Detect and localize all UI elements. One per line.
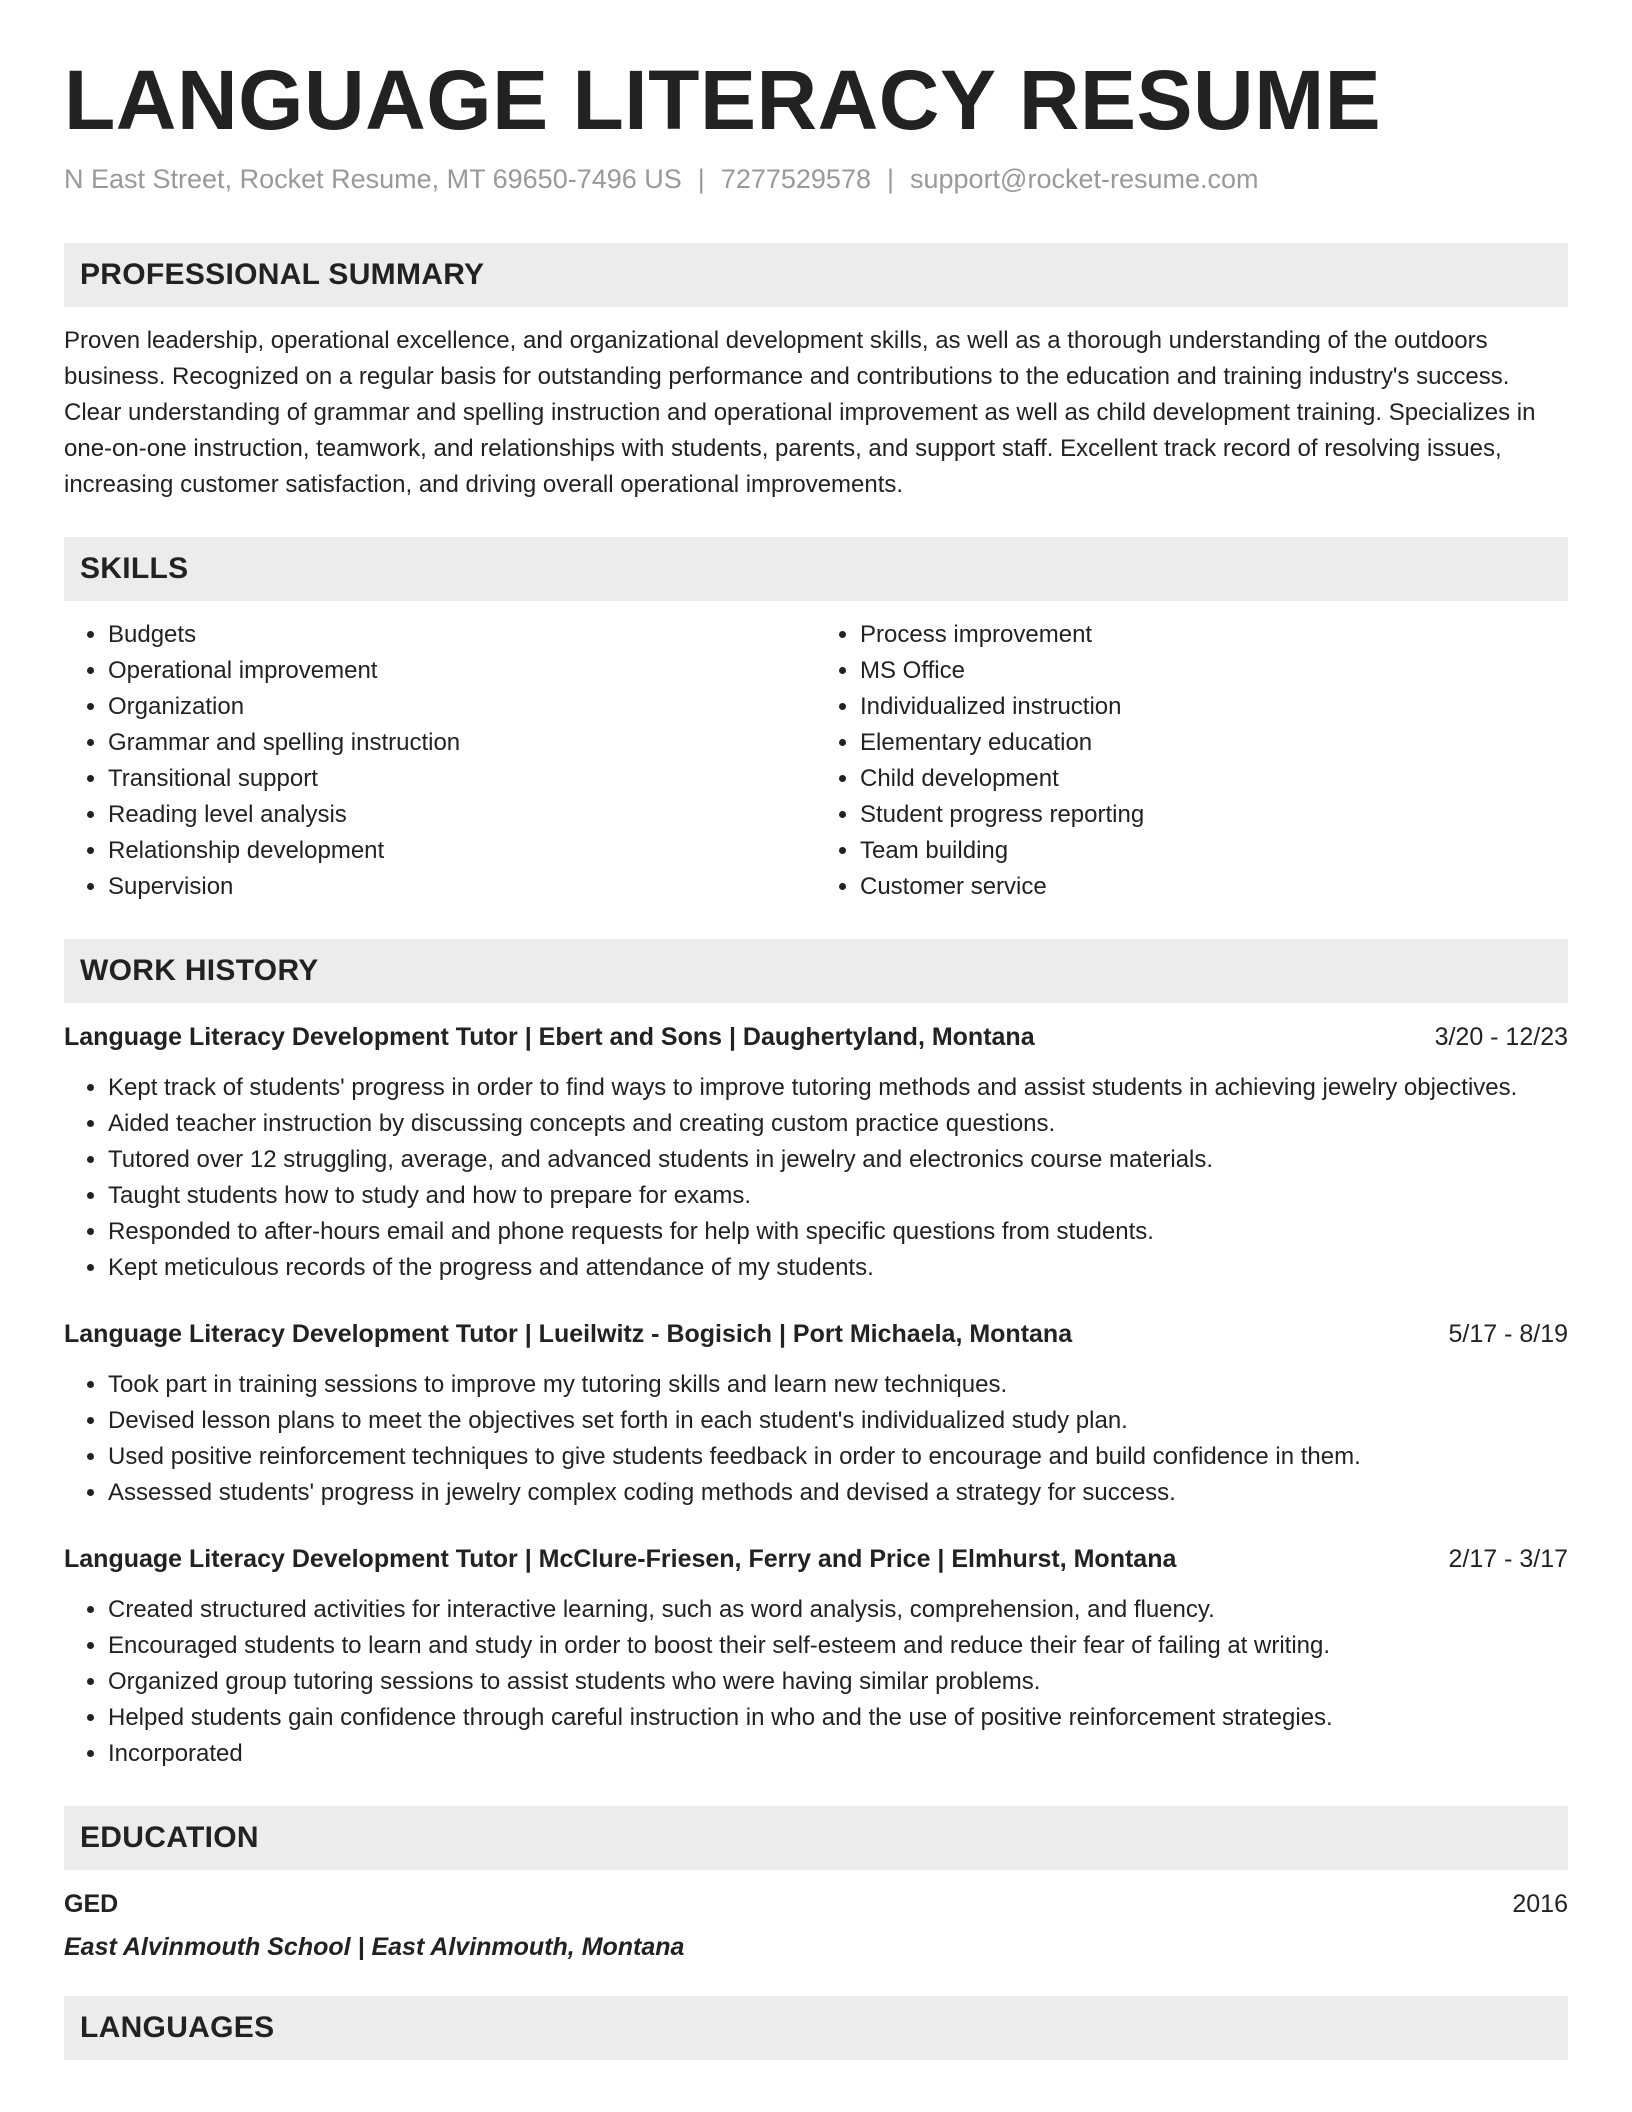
summary-text: Proven leadership, operational excellence, and organizational development skills, as well as a thorough understanding of the outdoors business. Recognized on a regular basis for outstanding performance and contributions to the education and training industry's success. Clear understanding of grammar and spelling instruction and operational improvement as well as child development training. Specializes in one-on-one instruction, teamwork, and relationships with students, parents, and support staff. Excellent track record of resolving issues, increasing customer satisfaction, and driving overall operational improvements. (64, 327, 1536, 499)
list-item: • Devised lesson plans to meet the objectives set forth in each student's individualized study plan. (108, 1403, 1568, 1439)
list-item: • Team building (860, 833, 1568, 869)
contact-line (64, 164, 1568, 195)
list-item: • Aided teacher instruction by discussing concepts and creating custom practice questions. (108, 1106, 1568, 1142)
education-year: 2016 (1512, 1890, 1568, 1919)
list-item: • Relationship development (108, 833, 816, 869)
job-entry (64, 1023, 1568, 1286)
job-dates: 3/20 - 12/23 (1434, 1023, 1568, 1052)
list-item: • Used positive reinforcement techniques to give students feedback in order to encourage and build confidence in them. (108, 1439, 1568, 1475)
job-header (64, 1023, 1568, 1052)
list-item: • Process improvement (860, 617, 1568, 653)
resume-title: LANGUAGE LITERACY RESUME (64, 53, 1382, 147)
job-bullets (64, 1592, 1568, 1772)
list-item: • Grammar and spelling instruction (108, 725, 816, 761)
section-header-work-history: WORK HISTORY (64, 939, 1568, 1003)
job-entry (64, 1545, 1568, 1772)
list-item: • Customer service (860, 869, 1568, 905)
list-item: • Encouraged students to learn and study in order to boost their self-esteem and reduce their fear of failing at writing. (108, 1628, 1568, 1664)
list-item: • Reading level analysis (108, 797, 816, 833)
job-header (64, 1320, 1568, 1349)
skills-column-left (64, 617, 816, 905)
contact-separator: | (697, 164, 705, 195)
list-item: • Taught students how to study and how to prepare for exams. (108, 1178, 1568, 1214)
list-item: • Kept track of students' progress in order to find ways to improve tutoring methods and assist students in achieving jewelry objectives. (108, 1070, 1568, 1106)
job-title: Language Literacy Development Tutor | McClure-Friesen, Ferry and Price | Elmhurst, Montana (64, 1545, 1177, 1574)
list-item: • Took part in training sessions to improve my tutoring skills and learn new techniques. (108, 1367, 1568, 1403)
skills-column-right (816, 617, 1568, 905)
contact-separator: | (886, 164, 894, 195)
education-degree: GED (64, 1890, 119, 1919)
list-item: • Incorporated (108, 1736, 1568, 1772)
education-header (64, 1890, 1568, 1919)
skills-list (64, 617, 1568, 905)
contact-address: N East Street, Rocket Resume, MT 69650-7496 US (64, 164, 682, 195)
job-title: Language Literacy Development Tutor | Lueilwitz - Bogisich | Port Michaela, Montana (64, 1320, 1073, 1349)
list-item: • MS Office (860, 653, 1568, 689)
list-item: • Organized group tutoring sessions to assist students who were having similar problems. (108, 1664, 1568, 1700)
contact-phone: 7277529578 (720, 164, 871, 195)
list-item: • Organization (108, 689, 816, 725)
job-bullets (64, 1070, 1568, 1286)
job-entry (64, 1320, 1568, 1511)
list-item: • Child development (860, 761, 1568, 797)
section-header-education: EDUCATION (64, 1806, 1568, 1870)
education-school: East Alvinmouth School | East Alvinmouth, Montana (64, 1933, 685, 1962)
section-header-summary: PROFESSIONAL SUMMARY (64, 243, 1568, 307)
list-item: • Helped students gain confidence through careful instruction in who and the use of positive reinforcement strategies. (108, 1700, 1568, 1736)
list-item: • Individualized instruction (860, 689, 1568, 725)
list-item: • Supervision (108, 869, 816, 905)
list-item: • Tutored over 12 struggling, average, and advanced students in jewelry and electronics course materials. (108, 1142, 1568, 1178)
list-item: • Kept meticulous records of the progress and attendance of my students. (108, 1250, 1568, 1286)
list-item: • Created structured activities for interactive learning, such as word analysis, comprehension, and fluency. (108, 1592, 1568, 1628)
list-item: • Operational improvement (108, 653, 816, 689)
job-dates: 5/17 - 8/19 (1448, 1320, 1568, 1349)
contact-email: support@rocket-resume.com (910, 164, 1259, 195)
list-item: • Elementary education (860, 725, 1568, 761)
list-item: • Responded to after-hours email and phone requests for help with specific questions from students. (108, 1214, 1568, 1250)
list-item: • Student progress reporting (860, 797, 1568, 833)
job-title: Language Literacy Development Tutor | Ebert and Sons | Daughertyland, Montana (64, 1023, 1035, 1052)
list-item: • Transitional support (108, 761, 816, 797)
job-header (64, 1545, 1568, 1574)
section-header-languages: LANGUAGES (64, 1996, 1568, 2060)
list-item: • Assessed students' progress in jewelry complex coding methods and devised a strategy for success. (108, 1475, 1568, 1511)
education-entry (64, 1890, 1568, 1962)
job-bullets (64, 1367, 1568, 1511)
list-item: • Budgets (108, 617, 816, 653)
section-header-skills: SKILLS (64, 537, 1568, 601)
job-dates: 2/17 - 3/17 (1448, 1545, 1568, 1574)
